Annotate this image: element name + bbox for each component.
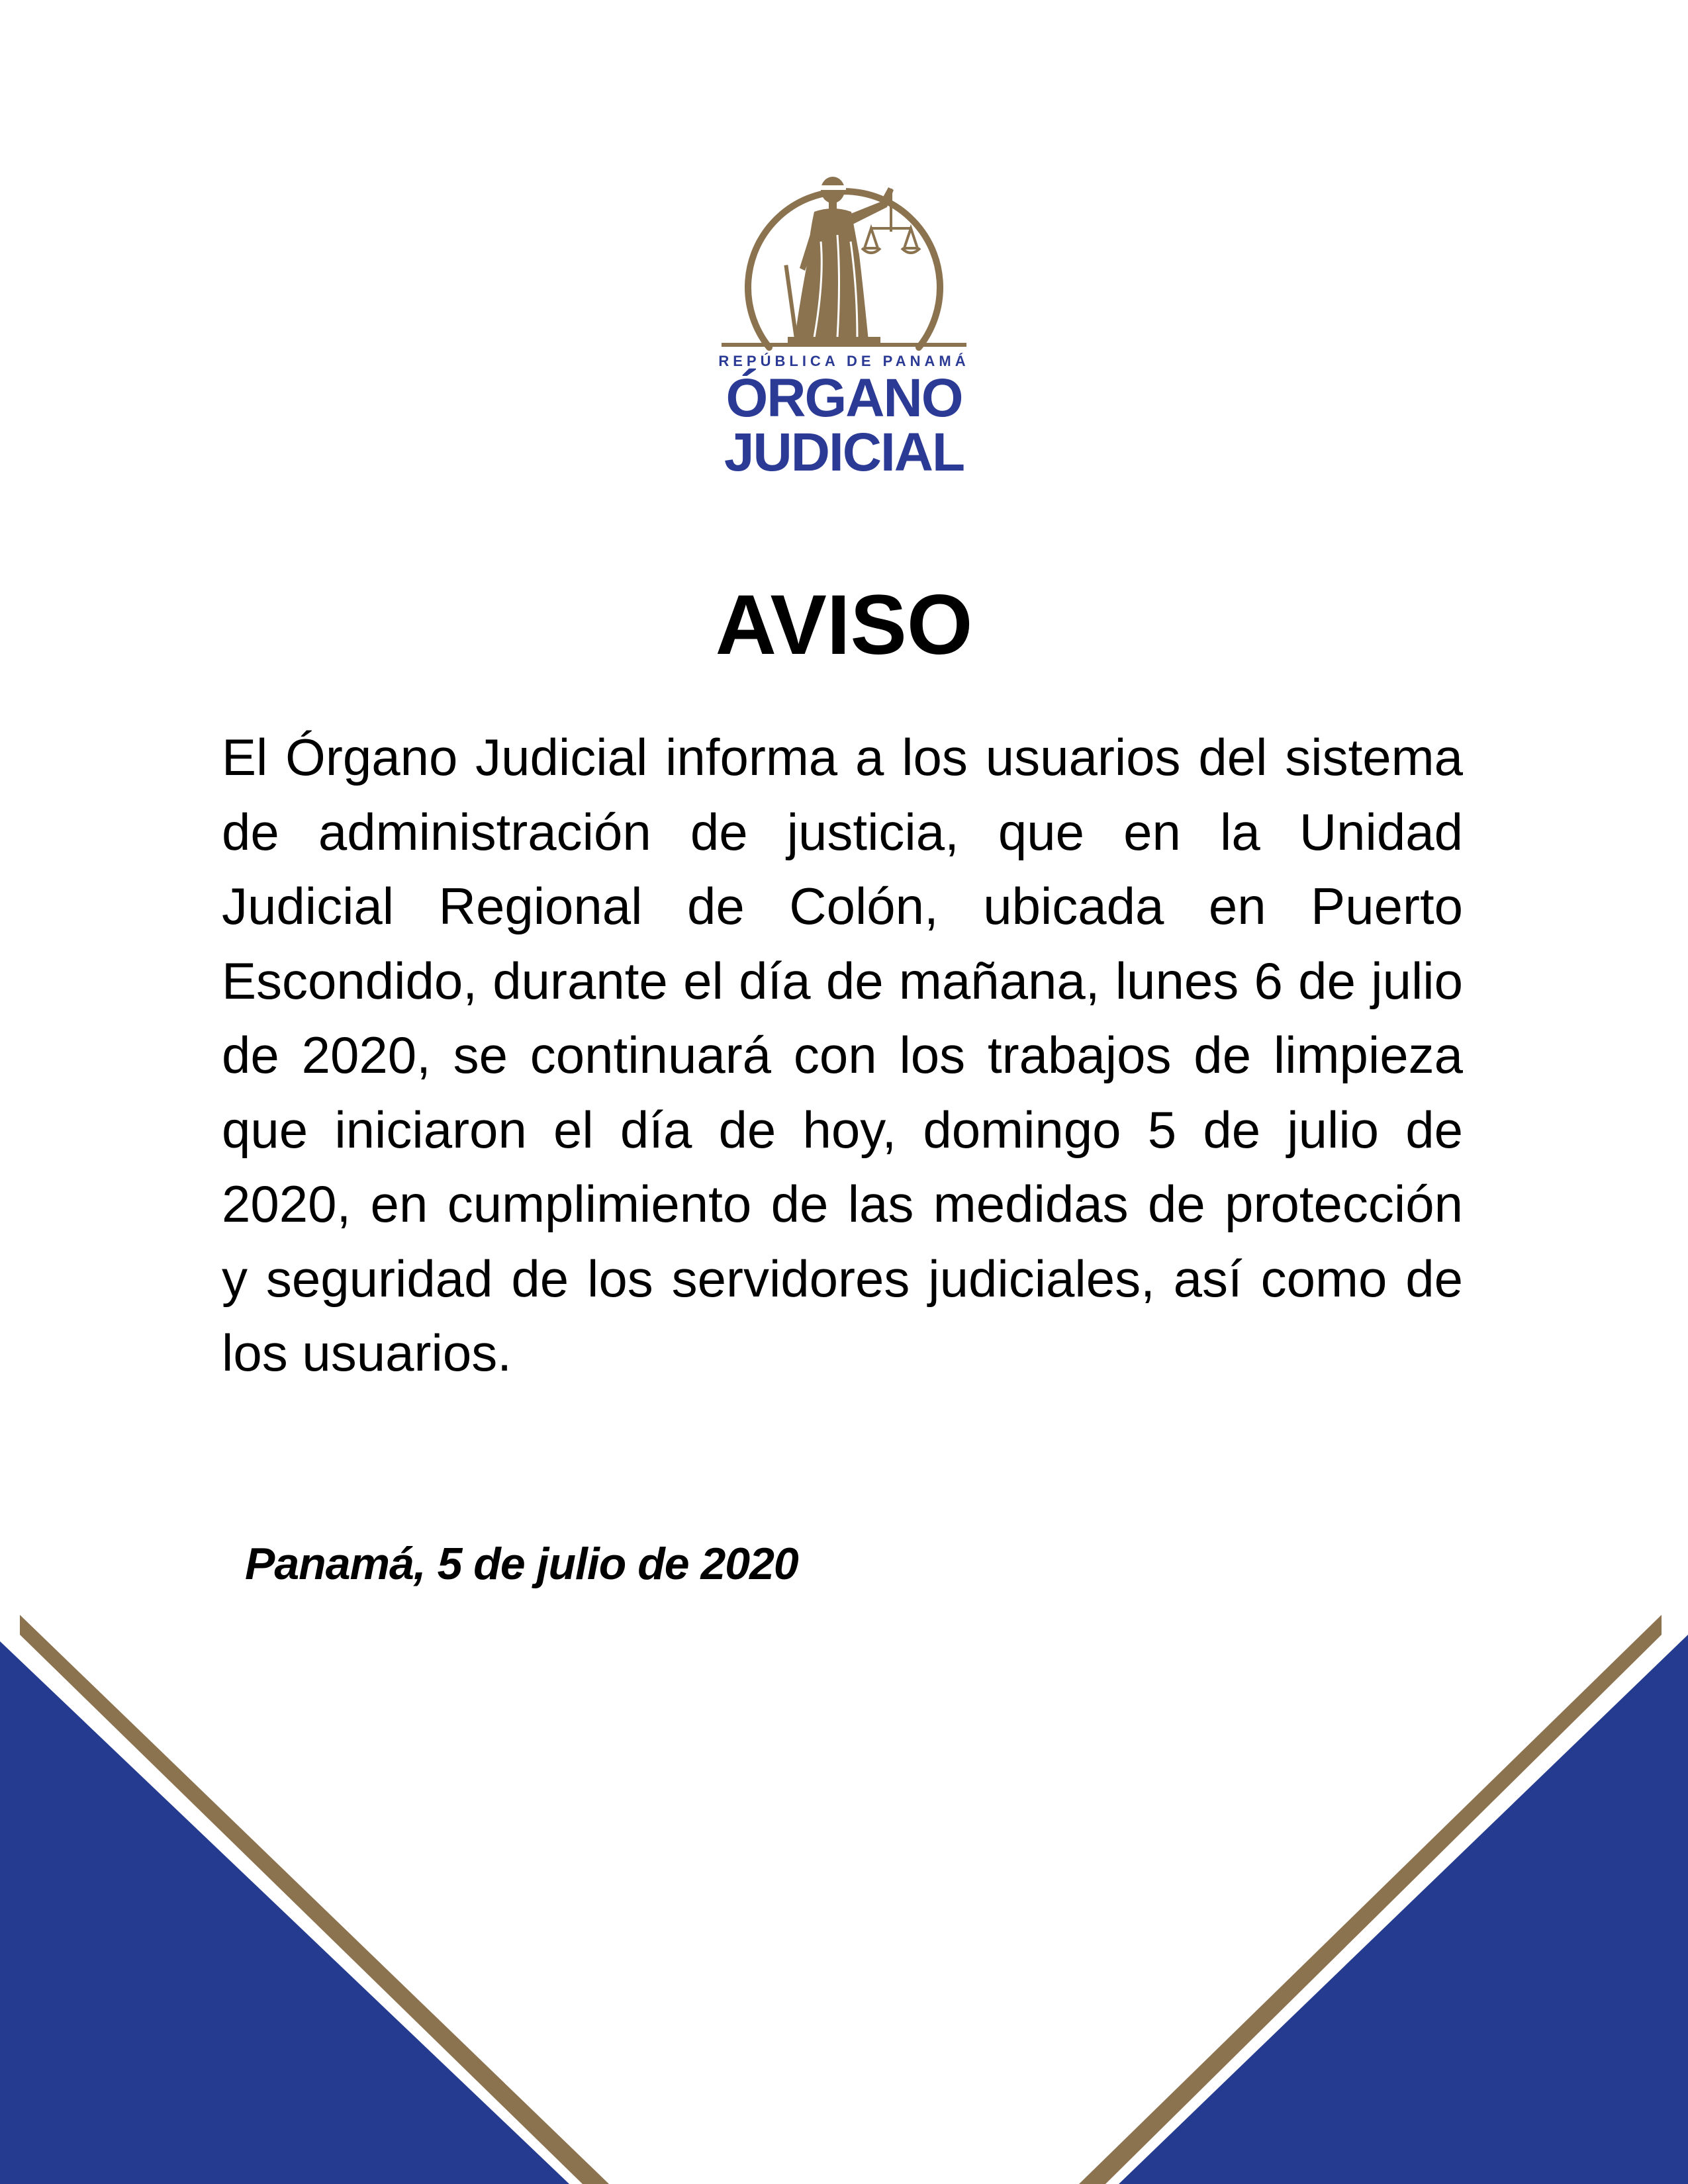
right-gold-stripe — [1079, 1615, 1662, 2184]
right-blue-triangle — [1119, 1635, 1688, 2184]
organo-judicial-logo — [715, 149, 973, 483]
page-title: AVISO — [715, 578, 973, 672]
logo-line-judicial: JUDICIAL — [724, 422, 964, 482]
logo-subtitle: REPÚBLICA DE PANAMÁ — [718, 353, 970, 369]
left-blue-triangle — [0, 1641, 569, 2184]
notice-body: El Órgano Judicial informa a los usuarios del sistema de administración de justicia, que en la Unidad Judicial Regional de Colón, ubicada en Puerto Escondido, durante el día de mañana, lunes 6 de julio de 2020, se continuará con los trabajos de limpieza que iniciaron el día de hoy, domingo 5 de julio de 2020, en cumplimiento de las medidas de protección y seguridad de los servidores judiciales, así como de los usuarios. — [222, 728, 1463, 1382]
left-gold-stripe — [20, 1615, 609, 2184]
notice-date: Panamá, 5 de julio de 2020 — [245, 1539, 798, 1589]
logo-line-organo: ÓRGANO — [726, 368, 962, 428]
